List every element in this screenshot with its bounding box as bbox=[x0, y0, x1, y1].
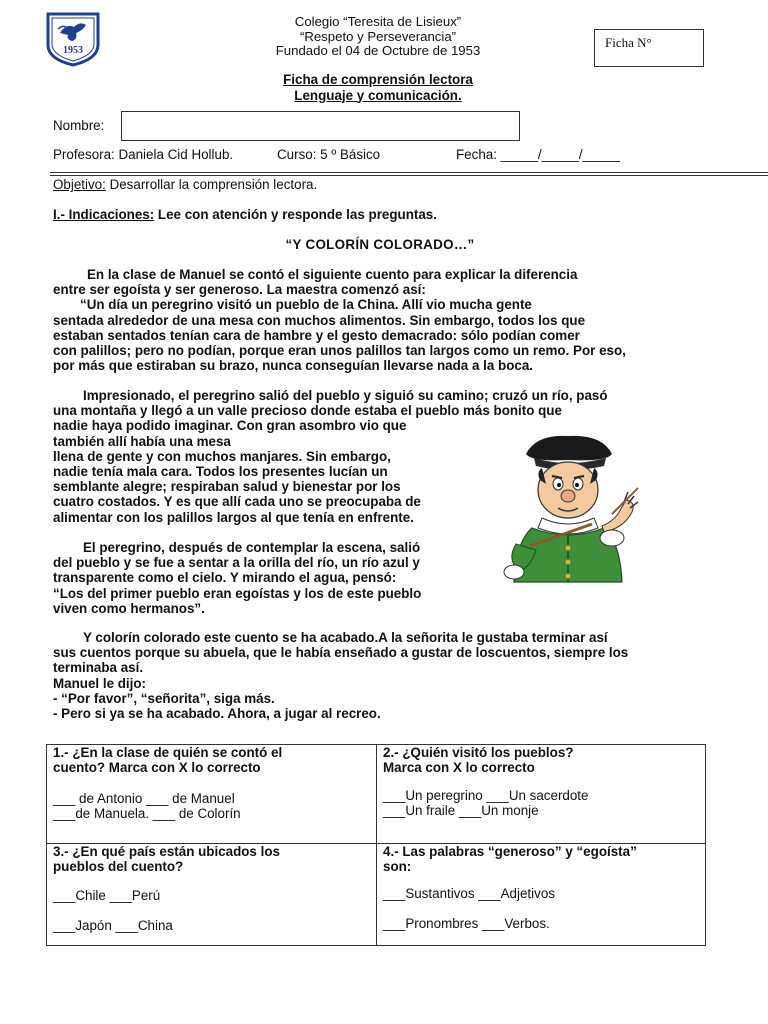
text-line: En la clase de Manuel se contó el siguiente cuento para explicar la diferencia bbox=[87, 267, 578, 282]
text-line: - Pero si ya se ha acabado. Ahora, a jugar al recreo. bbox=[53, 706, 381, 722]
text-line: alimentar con los palillos largos al que tenía en enfrente. bbox=[53, 509, 414, 525]
question-4-title: son: bbox=[383, 859, 412, 875]
question-2-title: 2.- ¿Quién visitó los pueblos? bbox=[383, 745, 574, 760]
school-motto: “Respeto y Perseverancia” bbox=[299, 28, 457, 44]
ficha-number-box[interactable] bbox=[594, 29, 704, 67]
question-4 bbox=[383, 844, 701, 931]
text-line: del pueblo y se fue a sentar a la orilla del río, un río azul y bbox=[53, 555, 420, 571]
text-line: nadie tenía mala cara. Todos los presentes lucían un bbox=[53, 464, 388, 480]
objective-text: Desarrollar la comprensión lectora. bbox=[105, 177, 318, 192]
question-4-option[interactable]: ___Pronombres ___Verbos. bbox=[383, 916, 550, 932]
text-line: también allí había una mesa bbox=[53, 433, 231, 449]
instructions-text: Lee con atención y responde las preguntas. bbox=[154, 207, 437, 222]
text-line: “Un día un peregrino visitó un pueblo de la China. Allí vio mucha gente bbox=[80, 297, 532, 313]
question-3-option[interactable]: ___Chile ___Perú bbox=[53, 888, 161, 904]
question-4-option[interactable]: ___Sustantivos ___Adjetivos bbox=[383, 886, 555, 902]
title-line-1: Ficha de comprensión lectora bbox=[283, 72, 473, 87]
text-line: “Los del primer pueblo eran egoístas y los de este pueblo bbox=[53, 585, 422, 601]
crest-year: 1953 bbox=[63, 45, 83, 56]
question-3-option[interactable]: ___Japón ___China bbox=[53, 918, 173, 934]
question-3-title: pueblos del cuento? bbox=[53, 859, 184, 875]
story-paragraph-4 bbox=[53, 630, 628, 721]
ficha-label: Ficha N° bbox=[605, 35, 652, 50]
story-paragraph-3 bbox=[53, 540, 421, 616]
objective-label: Objetivo: bbox=[53, 177, 106, 192]
objective bbox=[53, 177, 317, 192]
school-header bbox=[200, 15, 556, 59]
date-field[interactable]: Fecha: _____/_____/_____ bbox=[456, 147, 620, 162]
text-line: sus cuentos porque su abuela, que le había enseñado a gustar de loscuentos, siempre los bbox=[53, 645, 629, 661]
text-line: Impresionado, el peregrino salió del pueblo y siguió su camino; cruzó un río, pasó bbox=[83, 388, 608, 403]
text-line: con palillos; pero no podían, porque eran unos palillos tan largos como un remo. Por eso, bbox=[53, 343, 626, 359]
title-line-2: Lenguaje y comunicación. bbox=[294, 87, 462, 103]
question-2-title: Marca con X lo correcto bbox=[383, 760, 535, 776]
text-line: llena de gente y con muchos manjares. Sin embargo, bbox=[53, 448, 391, 464]
question-2 bbox=[383, 745, 701, 818]
founded-date: Fundado el 04 de Octubre de 1953 bbox=[275, 43, 481, 58]
question-1-option[interactable]: ___ de Antonio ___ de Manuel bbox=[53, 791, 235, 807]
text-line: Manuel le dijo: bbox=[53, 675, 146, 691]
text-line: nadie haya podido imaginar. Con gran asombro vio que bbox=[53, 418, 407, 434]
instructions bbox=[53, 207, 437, 222]
question-3-title: 3.- ¿En qué país están ubicados los bbox=[53, 844, 280, 859]
question-1 bbox=[53, 745, 371, 821]
text-line: El peregrino, después de contemplar la escena, salió bbox=[83, 540, 421, 555]
question-2-option[interactable]: ___Un peregrino ___Un sacerdote bbox=[383, 788, 589, 804]
text-line: por más que estiraban su brazo, nunca conseguían llevarse nada a la boca. bbox=[53, 358, 533, 374]
divider-line bbox=[50, 175, 768, 176]
question-1-option[interactable]: ___de Manuela. ___ de Colorín bbox=[53, 806, 241, 822]
divider-line bbox=[50, 172, 768, 173]
text-line: entre ser egoísta y ser generoso. La maestra comenzó así: bbox=[53, 282, 426, 298]
question-4-title: 4.- Las palabras “generoso” y “egoísta” bbox=[383, 844, 637, 859]
text-line: estaban sentados tenían cara de hambre y el gesto demacrado: sólo podían comer bbox=[53, 327, 580, 343]
teacher-name: Profesora: Daniela Cid Hollub. bbox=[53, 147, 234, 162]
story-paragraph-1 bbox=[53, 267, 626, 373]
text-line: una montaña y llegó a un valle precioso donde estaba el pueblo más bonito que bbox=[53, 403, 562, 419]
nombre-label: Nombre: bbox=[53, 118, 105, 133]
instructions-label: I.- Indicaciones: bbox=[53, 207, 155, 222]
text-line: terminaba así. bbox=[53, 660, 144, 676]
text-line: - “Por favor”, “señorita”, siga más. bbox=[53, 690, 275, 706]
text-line: sentada alrededor de una mesa con muchos alimentos. Sin embargo, todos los que bbox=[53, 312, 586, 328]
story-title: “Y COLORÍN COLORADO…” bbox=[285, 237, 475, 252]
text-line: semblante alegre; respiraban salud y bienestar por los bbox=[53, 479, 401, 495]
question-2-option[interactable]: ___Un fraile ___Un monje bbox=[383, 803, 539, 819]
course-label: Curso: 5 º Básico bbox=[277, 147, 381, 162]
pilgrim-illustration bbox=[496, 432, 642, 590]
school-crest-logo bbox=[44, 11, 102, 67]
nombre-field[interactable] bbox=[121, 111, 520, 141]
question-1-title: cuento? Marca con X lo correcto bbox=[53, 760, 261, 776]
text-line: Y colorín colorado este cuento se ha acabado.A la señorita le gustaba terminar así bbox=[83, 630, 608, 645]
worksheet-title bbox=[200, 72, 556, 103]
question-3 bbox=[53, 844, 371, 933]
text-line: transparente como el cielo. Y mirando el agua, pensó: bbox=[53, 570, 397, 586]
text-line: cuatro costados. Y es que allí cada uno se preocupaba de bbox=[53, 494, 421, 510]
text-line: viven como hermanos”. bbox=[53, 600, 205, 616]
table-divider bbox=[376, 744, 377, 946]
school-name: Colegio “Teresita de Lisieux” bbox=[294, 14, 462, 29]
question-1-title: 1.- ¿En la clase de quién se contó el bbox=[53, 745, 283, 760]
